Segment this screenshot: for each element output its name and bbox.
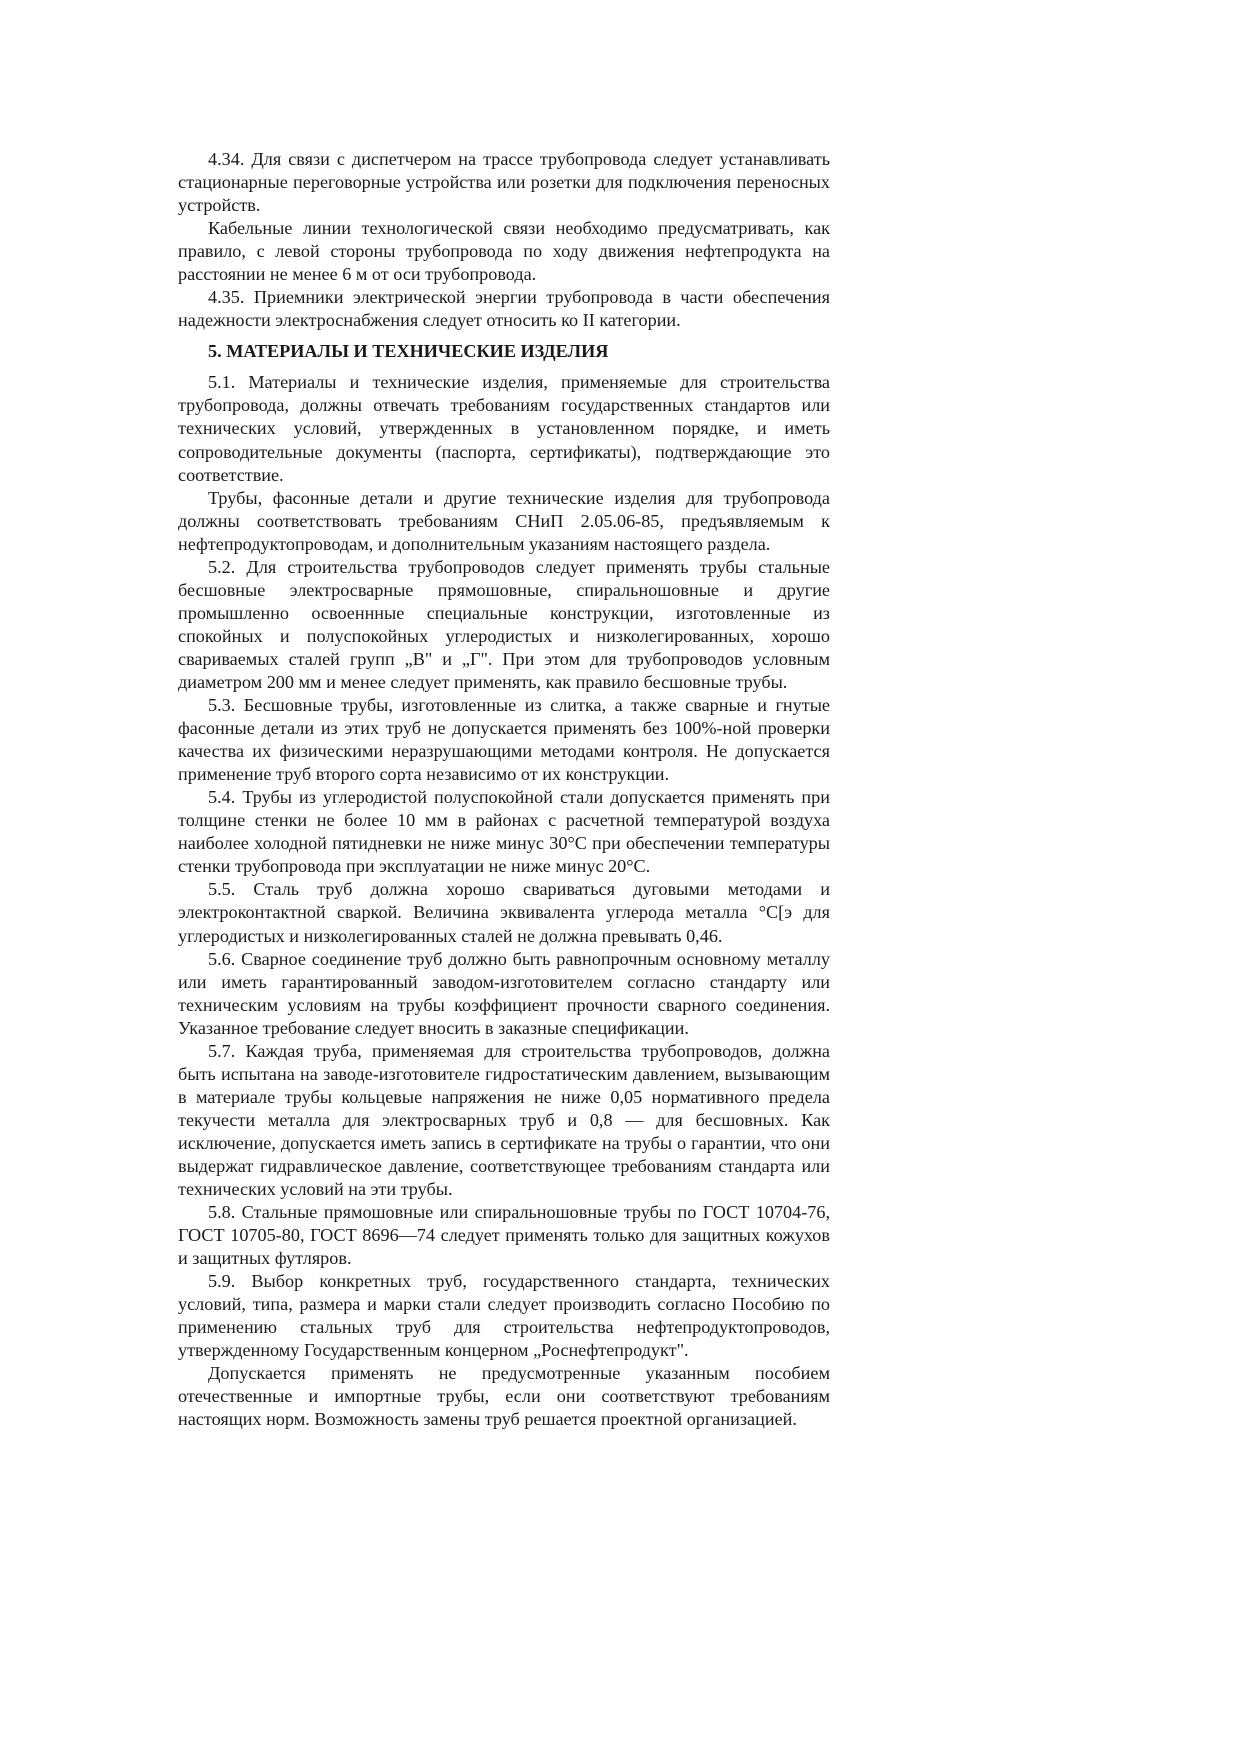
document-body bbox=[178, 148, 830, 1432]
paragraph-5-5: 5.5. Сталь труб должна хорошо свариваться дуговыми методами и электроконтактной сваркой. Величина эквивалента углерода металла °С[э для углеродистых и низколегированных сталей не должна превывать 0,46. bbox=[178, 879, 830, 946]
paragraph-permitted-pipes: Допускается применять не предусмотренные указанным пособием отечественные и импортные трубы, если они соответствуют требованиям настоящих норм. Возможность замены труб решается проектной организацией. bbox=[178, 1363, 830, 1430]
paragraph-5-3: 5.3. Бесшовные трубы, изготовленные из слитка, а также сварные и гнутые фасонные детали из этих труб не допускается применять без 100%-ной проверки качества их физическими неразрушающими методами контроля. Не допускается применение труб второго сорта независимо от их конструкции. bbox=[178, 695, 830, 785]
paragraph-5-1: 5.1. Материалы и технические изделия, применяемые для строительства трубопровода, должны отвечать требованиям государственных стандартов или технических условий, утвержденных в установленном порядке, и иметь сопроводительные документы (паспорта, сертификаты), подтверждающие это соответствие. bbox=[178, 372, 830, 485]
paragraph-pipes-requirements: Трубы, фасонные детали и другие технические изделия для трубопровода должны соответствовать требованиям СНиП 2.05.06-85, предъявляемым к нефтепродуктопроводам, и дополнительным указаниям настоящего раздела. bbox=[178, 487, 830, 554]
paragraph-5-6: 5.6. Сварное соединение труб должно быть равнопрочным основному металлу или иметь гарантированный заводом-изготовителем согласно стандарту или техническим условиям на трубы коэффициент прочности сварного соединения. Указанное требование следует вносить в заказные спецификации. bbox=[178, 948, 830, 1038]
paragraph-5-7: 5.7. Каждая труба, применяемая для строительства трубопроводов, должна быть испытана на заводе-изготовителе гидростатическим давлением, вызывающим в материале трубы кольцевые напряжения не ниже 0,05 нормативного предела текучести металла для электросварных труб и 0,8 — для бесшовных. Как исключение, допускается иметь запись в сертификате на трубы о гарантии, что они выдержат гидравлическое давление, соответствующее требованиям стандарта или технических условий на эти трубы. bbox=[178, 1040, 830, 1200]
paragraph-5-8: 5.8. Стальные прямошовные или спиральношовные трубы по ГОСТ 10704-76, ГОСТ 10705-80, ГОСТ 8696—74 следует применять только для защитных кожухов и защитных футляров. bbox=[178, 1202, 830, 1269]
paragraph-cable-lines: Кабельные линии технологической связи необходимо предусматривать, как правило, с левой стороны трубопровода по ходу движения нефтепродукта на расстоянии не менее 6 м от оси трубопровода. bbox=[178, 218, 830, 285]
section-heading: 5. МАТЕРИАЛЫ И ТЕХНИЧЕСКИЕ ИЗДЕЛИЯ bbox=[208, 341, 609, 362]
paragraph-5-9: 5.9. Выбор конкретных труб, государственного стандарта, технических условий, типа, размера и марки стали следует производить согласно Пособию по применению стальных труб для строительства нефтепродуктопроводов, утвержденному Государственным концерном „Роснефтепродукт". bbox=[178, 1271, 830, 1361]
paragraph-5-2: 5.2. Для строительства трубопроводов следует применять трубы стальные бесшовные электросварные прямошовные, спиральношовные и другие промышленно освоеннные специальные конструкции, изготовленные из спокойных и полуспокойных углеродистых и низколегированных, хорошо свариваемых сталей групп „В" и „Г". При этом для трубопроводов условным диаметром 200 мм и менее следует применять, как правило бесшовные трубы. bbox=[178, 556, 830, 692]
paragraph-4-35: 4.35. Приемники электрической энергии трубопровода в части обеспечения надежности электроснабжения следует относить ко II категории. bbox=[178, 287, 830, 331]
paragraph-4-34: 4.34. Для связи с диспетчером на трассе трубопровода следует устанавливать стационарные переговорные устройства или розетки для подключения переносных устройств. bbox=[178, 149, 830, 216]
paragraph-5-4: 5.4. Трубы из углеродистой полуспокойной стали допускается применять при толщине стенки не более 10 мм в районах с расчетной температурой воздуха наиболее холодной пятидневки не ниже минус 30°С при обеспечении температуры стенки трубопровода при эксплуатации не ниже минус 20°С. bbox=[178, 787, 830, 877]
